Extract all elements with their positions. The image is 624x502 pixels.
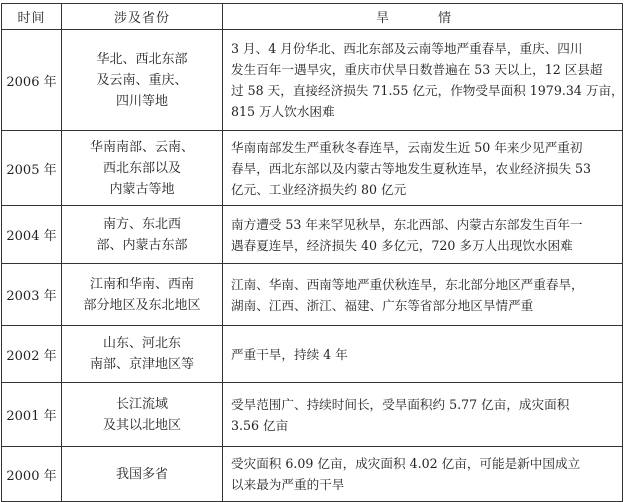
region-cell	[62, 30, 223, 131]
region-cell	[62, 447, 223, 502]
region-line: 江南和华南、西南	[89, 276, 194, 292]
description-line: 湖南、江西、浙江、福建、广东等省部分地区旱情严重	[231, 297, 534, 313]
region-line: 及其以北地区	[102, 417, 181, 433]
region-cell	[62, 383, 223, 447]
description-line: 受旱范围广、持续时间长，受旱面积约 5.77 亿亩，成灾面积	[231, 396, 570, 412]
description-cell	[223, 30, 623, 131]
description-cell	[223, 131, 623, 206]
year-cell: 2006 年	[2, 30, 62, 131]
description-line: 亿元、工业经济损失约 80 亿元	[231, 181, 407, 197]
table-row	[2, 30, 623, 131]
region-line: 南方、东北西	[102, 216, 181, 232]
description-line: 遇春夏连旱，经济损失 40 多亿元，720 多万人出现饮水困难	[231, 237, 573, 253]
description-line: 发生百年一遇旱灾，重庆市伏旱日数普遍在 53 天以上，12 区县超	[231, 62, 603, 77]
description-line: 华南南部发生严重秋冬春连旱，云南发生近 50 年来少见严重初	[231, 139, 583, 155]
region-line: 南部、京津地区等	[89, 357, 194, 372]
table-row	[2, 206, 623, 264]
description-cell	[223, 206, 623, 264]
region-line: 部、内蒙古东部	[96, 237, 188, 253]
description-line: 受灾面积 6.09 亿亩，成灾面积 4.02 亿亩，可能是新中国成立	[231, 456, 581, 471]
description-cell	[223, 447, 623, 502]
region-line: 我国多省	[115, 466, 168, 482]
description-line: 3 月、4 月份华北、西北东部及云南等地严重春旱，重庆、四川	[231, 41, 583, 56]
region-line: 山东、河北东	[102, 336, 181, 351]
description-cell	[223, 264, 623, 326]
region-line: 部分地区及东北地区	[83, 297, 201, 313]
description-line: 过 58 天，直接经济损失 71.55 亿元，作物受旱面积 1979.34 万亩，	[231, 83, 624, 98]
region-line: 西北东部以及	[102, 160, 181, 176]
description-line: 以来最为严重的干旱	[231, 477, 345, 492]
region-line: 华南南部、云南、	[89, 139, 194, 155]
description-line: 南方遭受 53 年来罕见秋旱，东北西部、内蒙古东部发生百年一	[231, 216, 583, 232]
description-cell	[223, 383, 623, 447]
year-cell: 2004 年	[2, 206, 62, 264]
region-line: 四川等地	[115, 93, 168, 109]
description-line: 3.56 亿亩	[231, 417, 289, 433]
description-line: 815 万人饮水困难	[231, 104, 335, 119]
description-line: 春旱，西北东部以及内蒙古等地发生夏秋连旱，农业经济损失 53	[231, 160, 592, 176]
header-row	[2, 4, 623, 30]
table-row	[2, 447, 623, 502]
table-row	[2, 326, 623, 383]
table-row	[2, 131, 623, 206]
drought-table	[1, 3, 623, 502]
year-cell: 2000 年	[2, 447, 62, 502]
region-line: 及云南、重庆、	[96, 72, 188, 88]
table-row	[2, 383, 623, 447]
description-line: 严重干旱，持续 4 年	[231, 346, 348, 362]
table-row	[2, 264, 623, 326]
header-region: 涉及省份	[62, 4, 223, 30]
description-cell	[223, 326, 623, 383]
region-cell	[62, 326, 223, 383]
region-line: 华北、西北东部	[96, 51, 188, 67]
region-cell	[62, 131, 223, 206]
year-cell: 2003 年	[2, 264, 62, 326]
region-line: 长江流域	[115, 396, 168, 412]
header-description: 旱 情	[223, 4, 623, 30]
header-year: 时间	[2, 4, 62, 30]
year-cell: 2001 年	[2, 383, 62, 447]
year-cell: 2005 年	[2, 131, 62, 206]
region-line: 内蒙古等地	[109, 181, 175, 197]
region-cell	[62, 264, 223, 326]
region-cell	[62, 206, 223, 264]
description-line: 江南、华南、西南等地严重伏秋连旱，东北部分地区严重春旱，	[231, 276, 584, 292]
year-cell: 2002 年	[2, 326, 62, 383]
